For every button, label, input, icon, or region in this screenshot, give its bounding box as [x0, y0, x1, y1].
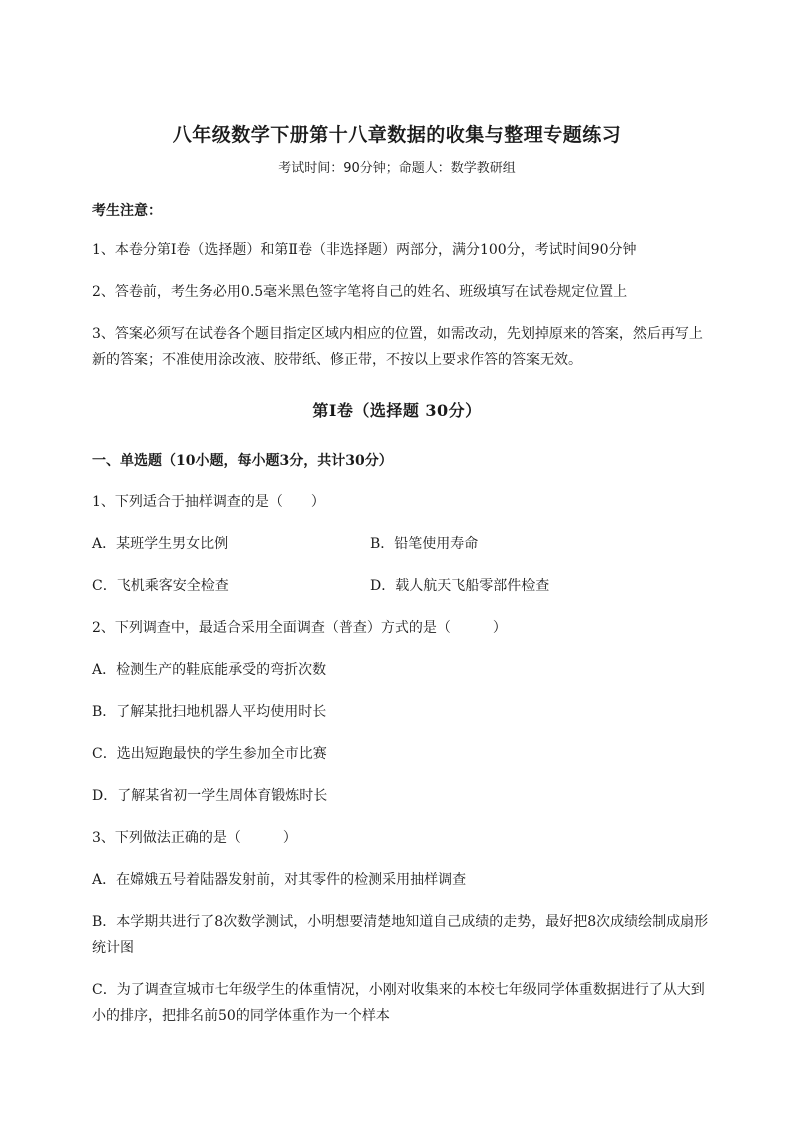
question-2-option-a: A．检测生产的鞋底能承受的弯折次数	[92, 662, 327, 678]
question-1-option-d: D．载人航天飞船零部件检查	[370, 578, 550, 594]
exam-title: 八年级数学下册第十八章数据的收集与整理专题练习	[172, 124, 622, 146]
question-3-option-a: A．在嫦娥五号着陆器发射前，对其零件的检测采用抽样调查	[92, 872, 467, 888]
question-2-option-d: D．了解某省初一学生周体育锻炼时长	[92, 788, 328, 804]
notice-item-2: 2、答卷前，考生务必用0.5毫米黑色签字笔将自己的姓名、班级填写在试卷规定位置上	[92, 284, 628, 300]
section-heading: 第I卷（选择题 30分）	[312, 401, 482, 420]
exam-subtitle: 考试时间：90分钟；命题人：数学教研组	[278, 161, 516, 176]
question-1-option-b: B．铅笔使用寿命	[370, 536, 479, 552]
question-2-option-c: C．选出短跑最快的学生参加全市比赛	[92, 746, 327, 762]
question-1-option-c: C．飞机乘客安全检查	[92, 578, 229, 594]
notice-heading: 考生注意：	[92, 203, 162, 219]
group-heading: 一、单选题（10小题，每小题3分，共计30分）	[92, 453, 393, 469]
question-3-stem: 3、下列做法正确的是（ ）	[92, 830, 297, 846]
question-3-option-c: C．为了调查宣城市七年级学生的体重情况，小刚对收集来的本校七年级同学体重数据进行了从大到小的排序，把排名前50的同学体重作为一个样本	[92, 982, 705, 1024]
question-1-stem: 1、下列适合于抽样调查的是（ ）	[92, 494, 325, 510]
question-2-option-b: B．了解某批扫地机器人平均使用时长	[92, 704, 327, 720]
notice-item-1: 1、本卷分第I卷（选择题）和第Ⅱ卷（非选择题）两部分，满分100分，考试时间90分钟	[92, 242, 637, 258]
question-1-option-a: A．某班学生男女比例	[92, 536, 229, 552]
question-3-option-b: B．本学期共进行了8次数学测试，小明想要清楚地知道自己成绩的走势，最好把8次成绩绘制成扇形统计图	[92, 914, 709, 956]
notice-item-3: 3、答案必须写在试卷各个题目指定区域内相应的位置，如需改动，先划掉原来的答案，然后再写上新的答案；不准使用涂改液、胶带纸、修正带，不按以上要求作答的答案无效。	[92, 326, 703, 368]
question-2-stem: 2、下列调查中，最适合采用全面调查（普查）方式的是（ ）	[92, 620, 507, 636]
